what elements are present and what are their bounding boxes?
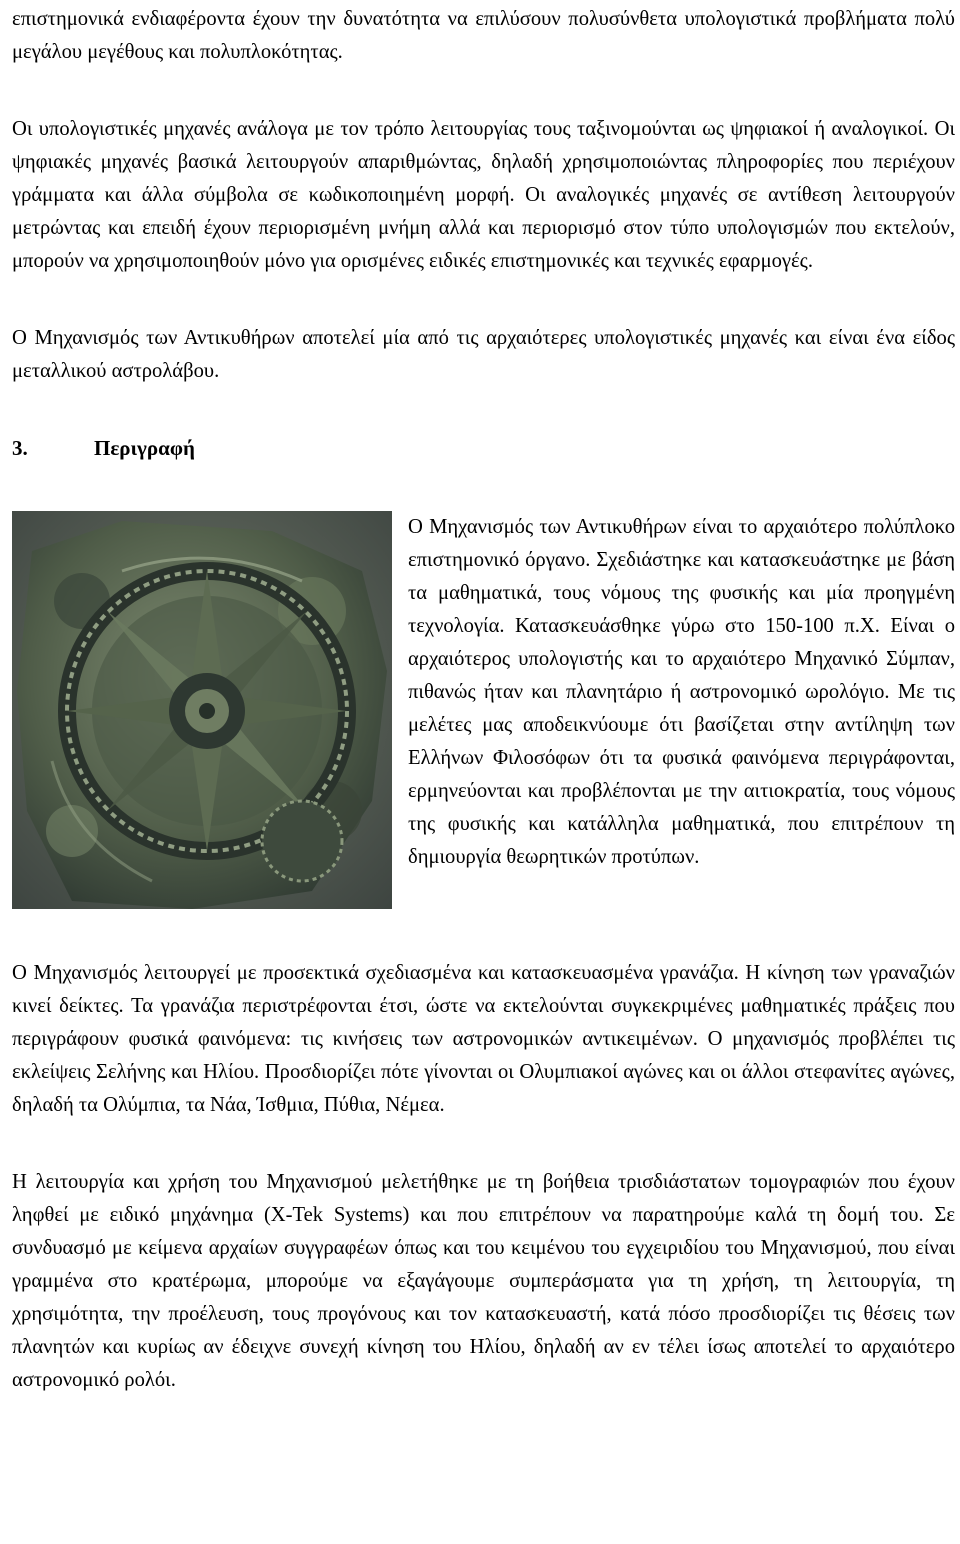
figure-with-text <box>12 511 955 913</box>
paragraph-gears: Ο Μηχανισμός λειτουργεί με προσεκτικά σχεδιασμένα και κατασκευασμένα γρανάζια. Η κίνηση των γραναζιών κινεί δείκτες. Τα γρανάζια περιστρέφονται έτσι, ώστε να εκτελούνται συγκεκριμένες μαθηματικές πράξεις που περιγράφουν φυσικά φαινόμενα: τις κινήσεις των αστρονομικών αντικειμένων. Ο μηχανισμός προβλέπει τις εκλείψεις Σελήνης και Ηλίου. Προσδιορίζει πότε γίνονται οι Ολυμπιακοί αγώνες και οι άλλοι στεφανίτες αγώνες, δηλαδή τα Ολύμπια, τα Νάα, Ίσθμια, Πύθια, Νέμεα. <box>12 962 955 1116</box>
paragraph-tomography: Η λειτουργία και χρήση του Μηχανισμού μελετήθηκε με τη βοήθεια τρισδιάστατων τομογραφιών που έχουν ληφθεί με ειδικό μηχάνημα (X-Tek Systems) και που επιτρέπουν να παρατηρούμε καλά τη δομή του. Σε συνδυασμό με κείμενα αρχαίων συγγραφέων όπως και του κειμένου του εγχειριδίου του Μηχανισμού, που είναι γραμμένα στο κρατέρωμα, μπορούμε να εξαγάγουμε συμπεράσματα για τη χρήση, τη λειτουργία, τη χρησιμότητα, την προέλευση, τους προγόνους και τον κατασκευαστή, κατά πόσο προσδιορίζει τις θέσεις των πλανητών και κυρίως αν έδειχνε συνεχή κίνηση του Ηλίου, δηλαδή αν εν τέλει ίσως αποτελεί το αρχαιότερο αστρονομικό ρολόι. <box>12 1171 955 1391</box>
paragraph-astrolabe: Ο Μηχανισμός των Αντικυθήρων αποτελεί μία από τις αρχαιότερες υπολογιστικές μηχανές και είναι ένα είδος μεταλλικού αστρολάβου. <box>12 327 955 382</box>
antikythera-mechanism-photo <box>12 511 392 909</box>
section-number: 3. <box>12 436 28 460</box>
document-page <box>12 0 955 1397</box>
section-heading <box>12 432 955 465</box>
paragraph-description: Ο Μηχανισμός των Αντικυθήρων είναι το αρχαιότερο πολύπλοκο επιστημονικό όργανο. Σχεδιάστηκε και κατασκευάστηκε με βάση τα μαθηματικά, τους νόμους της φυσικής και μία προηγμένη τεχνολογία. Κατασκευάσθηκε γύρω στο 150-100 π.Χ. Είναι ο αρχαιότερος υπολογιστής και το αρχαιότερο Μηχανικό Σύμπαν, πιθανώς ήταν και πλανητάριο ή αστρονομικό ωρολόγιο. Με τις μελέτες μας αποδεικνύουμε ότι βασίζεται στην αντίληψη των Ελλήνων Φιλοσόφων ότι τα φυσικά φαινόμενα περιγράφονται, ερμηνεύονται και προβλέπονται με την αιτιοκρατία, τους νόμους της φυσικής και κατάλληλα μαθηματικά, που επιτρέπουν τη δημιουργία θεωρητικών προτύπων. <box>408 516 955 868</box>
section-title: Περιγραφή <box>94 436 195 460</box>
paragraph-intro-continuation: επιστημονικά ενδιαφέροντα έχουν την δυνατότητα να επιλύσουν πολυσύνθετα υπολογιστικά προβλήματα πολύ μεγάλου μεγέθους και πολυπλοκότητας. <box>12 8 955 63</box>
paragraph-machine-types: Οι υπολογιστικές μηχανές ανάλογα με τον τρόπο λειτουργίας τους ταξινομούνται ως ψηφιακοί ή αναλογικοί. Οι ψηφιακές μηχανές βασικά λειτουργούν απαριθμώντας, δηλαδή χρησιμοποιώντας πληροφορίες που περιέχουν γράμματα και άλλα σύμβολα σε κωδικοποιημένη μορφή. Οι αναλογικές μηχανές σε αντίθεση λειτουργούν μετρώντας και επειδή έχουν περιορισμένη μνήμη αλλά και περιορισμό στον τύπο υπολογισμών που εκτελούν, μπορούν να χρησιμοποιηθούν μόνο για ορισμένες ειδικές επιστημονικές και τεχνικές εφαρμογές. <box>12 118 955 272</box>
